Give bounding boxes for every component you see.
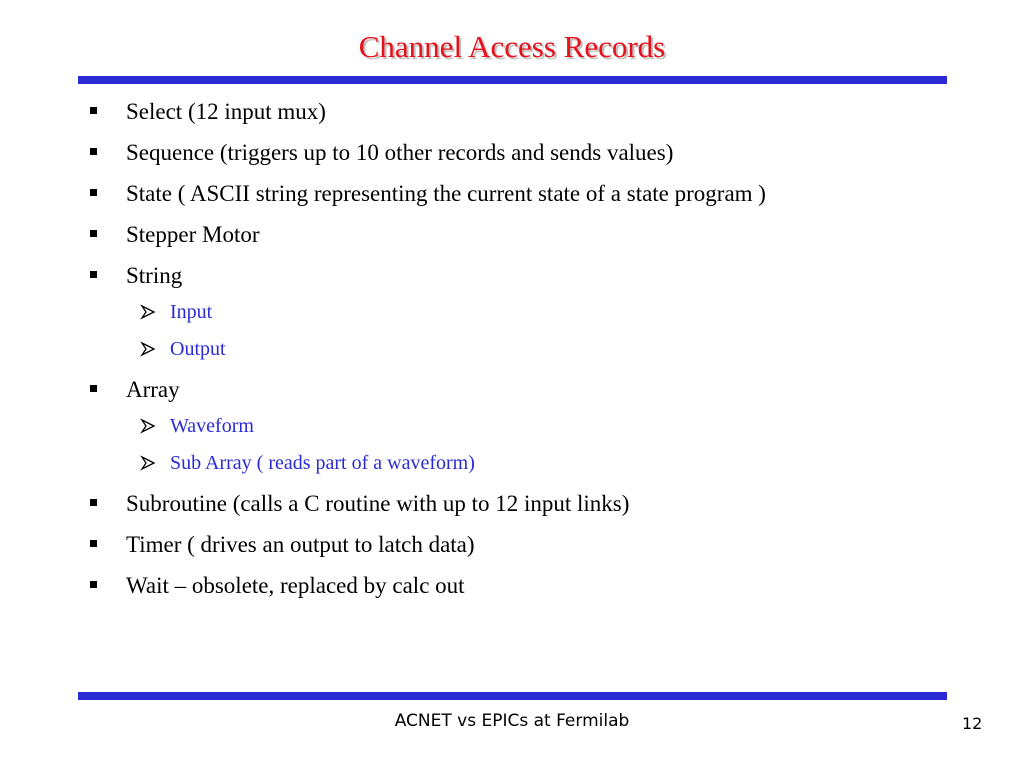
bottom-divider (78, 692, 947, 700)
square-bullet-icon (90, 385, 97, 392)
list-item: Wait – obsolete, replaced by calc out (126, 573, 465, 598)
arrowhead-bullet-icon (140, 455, 156, 471)
sub-list-item: Input (170, 301, 213, 323)
slide-title: Channel Access Records (358, 29, 666, 64)
page-number: 12 (962, 714, 983, 733)
arrowhead-bullet-icon (140, 418, 156, 434)
top-divider (78, 76, 947, 84)
list-item: Timer ( drives an output to latch data) (126, 532, 475, 557)
square-bullet-icon (90, 230, 97, 237)
sub-list-item: Waveform (170, 415, 254, 437)
arrowhead-bullet-icon (140, 304, 156, 320)
footer-text: ACNET vs EPICs at Fermilab (394, 711, 630, 731)
list-item: State ( ASCII string representing the current state of a state program ) (126, 181, 766, 206)
sub-list-item: Sub Array ( reads part of a waveform) (170, 452, 475, 474)
square-bullet-icon (90, 189, 97, 196)
square-bullet-icon (90, 540, 97, 547)
square-bullet-icon (90, 148, 97, 155)
list-item: Select (12 input mux) (126, 99, 326, 124)
list-item: Stepper Motor (126, 222, 260, 247)
square-bullet-icon (90, 271, 97, 278)
list-item: Subroutine (calls a C routine with up to 12 input links) (126, 491, 630, 516)
list-item: Array (126, 377, 180, 402)
sub-list-item: Output (170, 338, 226, 360)
square-bullet-icon (90, 581, 97, 588)
list-item: Sequence (triggers up to 10 other records and sends values) (126, 140, 674, 165)
square-bullet-icon (90, 107, 97, 114)
square-bullet-icon (90, 499, 97, 506)
list-item: String (126, 263, 183, 288)
arrowhead-bullet-icon (140, 341, 156, 357)
